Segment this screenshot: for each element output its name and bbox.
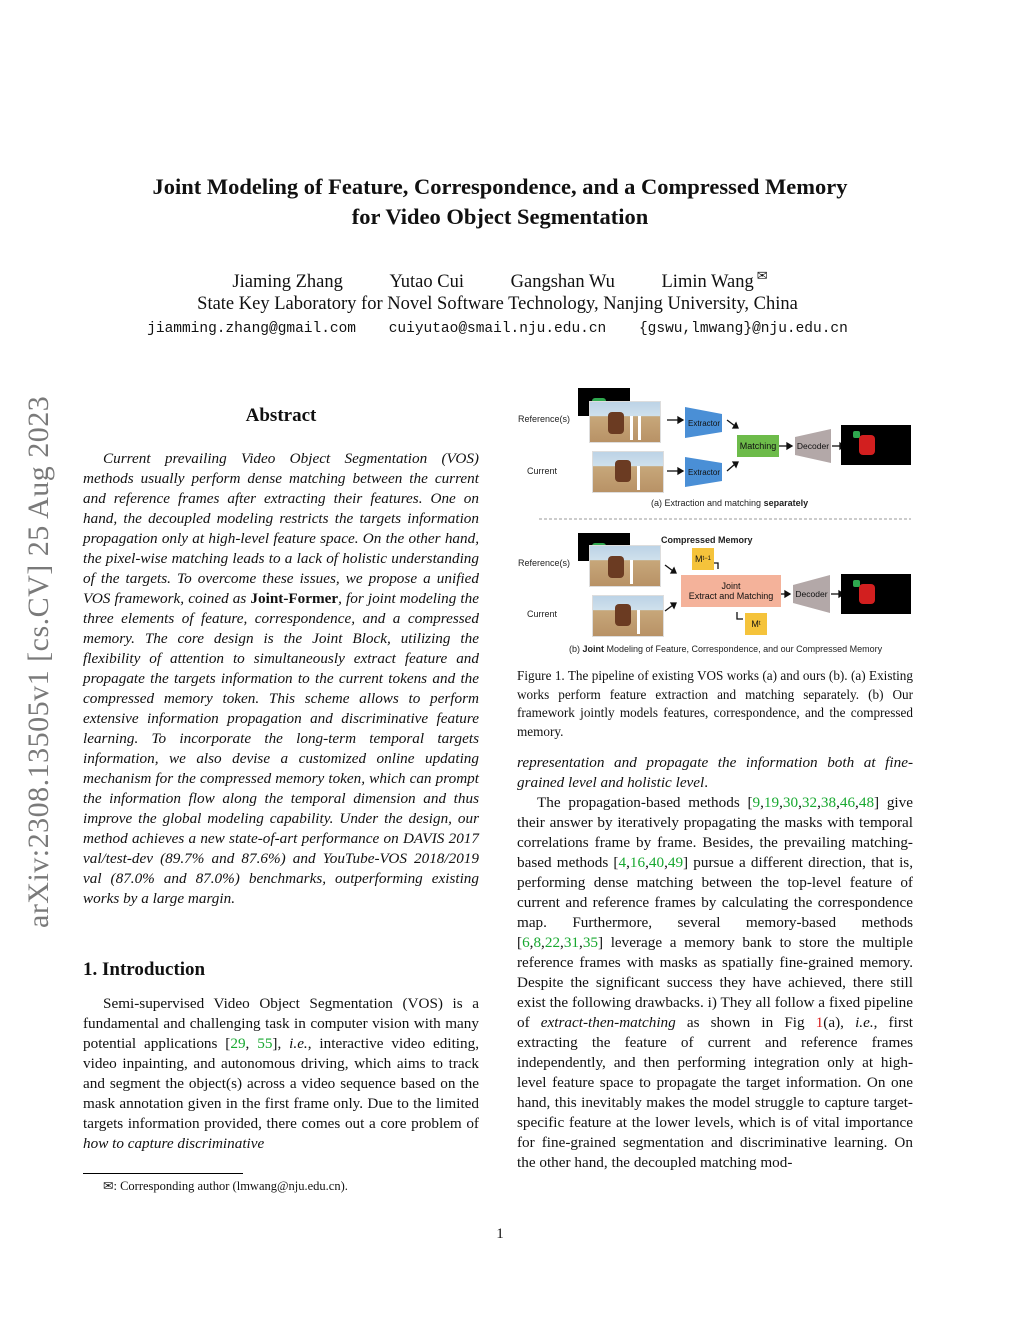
citation-link[interactable]: 22 [544,934,561,951]
citation-link[interactable]: 38 [820,794,837,811]
title-line-2: for Video Object Segmentation [351,204,649,229]
joint-block-box: Joint Extract and Matching [681,575,781,607]
current-label-a: Current [527,466,558,476]
figure-1 [515,385,915,660]
paper-title [0,172,1000,232]
arxiv-identifier: arXiv:2308.13505v1 [cs.CV] 25 Aug 2023 [22,395,55,928]
email-2[interactable]: cuiyutao@smail.nju.edu.cn [388,321,607,337]
author-1: Jiaming Zhang [232,272,343,293]
extractor-box-ref: Extractor [687,418,720,428]
citation-link[interactable]: 19 [763,794,780,811]
citation-link[interactable]: 29 [230,1035,246,1052]
output-mask-a [841,425,911,465]
figure-reference-link[interactable]: 1 [815,1014,824,1031]
author-list [0,268,1000,293]
extractor-box-cur: Extractor [687,467,720,477]
citation-link[interactable]: 8 [533,934,542,951]
introduction-heading: 1. Introduction [83,959,206,980]
abstract-section [83,406,479,909]
current-label-b: Current [527,609,558,619]
citation-link[interactable]: 49 [667,854,684,871]
author-4: Limin Wang ✉ [661,268,768,293]
abstract-heading: Abstract [245,405,317,426]
matching-box: Matching [737,435,779,457]
author-2: Yutao Cui [389,272,464,293]
author-3: Gangshan Wu [510,272,615,293]
citation-link[interactable]: 46 [839,794,856,811]
citation-link[interactable]: 31 [563,934,580,951]
caption-b: (b) Joint Modeling of Feature, Correspondence, and our Compressed Memory [569,644,883,654]
decoder-box-a: Decoder [796,441,830,451]
citation-link[interactable]: 30 [782,794,799,811]
email-3[interactable]: {gswu,lmwang}@nju.edu.cn [638,321,848,337]
reference-label-b: Reference(s) [518,558,571,568]
current-frame-thumb-b [592,595,664,637]
method-name: Joint-Former [250,590,339,607]
reference-frame-thumb-b [589,545,661,587]
citation-link[interactable]: 48 [858,794,875,811]
title-line-1: Joint Modeling of Feature, Correspondence, and a Compressed Memory [152,174,848,199]
citation-link[interactable]: 16 [629,854,646,871]
citation-link[interactable]: 40 [648,854,665,871]
introduction-section [83,960,479,1154]
figure-1-caption: Figure 1. The pipeline of existing VOS works (a) and ours (b). (a) Existing works perform feature extraction and matching separately. (b) Our framework jointly models features, correspondence, and the compressed memory. [517,668,913,739]
envelope-icon: ✉ [756,268,768,283]
related-methods-paragraph: The propagation-based methods [9,19,30,32,38,46,48] give their answer by iteratively propagating the masks with temporal correlations frame by frame. Besides, the prevailing matching-based methods [4,16,40,49] pursue a different direction, that is, performing dense matching between the top-level feature of current and reference frames by calculating the correspondence map. Furthermore, several memory-based methods [6,8,22,31,35] leverage a memory bank to store the multiple reference frames with masks as spatially fine-grained memory. Despite the significant success they have achieved, there still exist the following drawbacks. i) They all follow a fixed pipeline of extract-then-matching as shown in Fig 1(a), i.e., first extracting the feature of current and reference frames independently, and then performing integration only at high-level feature space to propagate the target information. On one hand, this inevitably makes the model struggle to capture target-specific feature at the lower levels, which is of vital importance for fine-grained segmentation and discriminative learning. On the other hand, the decoupled matching mod- [517,794,914,1171]
compressed-memory-label: Compressed Memory [661,535,753,545]
footnote-rule [83,1173,243,1174]
caption-a: (a) Extraction and matching separately [651,498,809,508]
paragraph-continuation: representation and propagate the information both at fine-grained level and holistic level. [517,754,913,791]
memory-token-cur: M t [745,613,767,635]
citation-link[interactable]: 35 [582,934,598,951]
citation-link[interactable]: 4 [618,854,627,871]
reference-label-a: Reference(s) [518,414,571,424]
email-1[interactable]: jiamming.zhang@gmail.com [147,321,357,337]
decoder-box-b: Decoder [795,589,828,599]
page-number: 1 [496,1226,504,1242]
citation-link[interactable]: 32 [801,794,818,811]
footnote: ✉: Corresponding author (lmwang@nju.edu.cn). [103,1179,348,1193]
affiliation: State Key Laboratory for Novel Software Technology, Nanjing University, China [197,294,798,314]
author-emails [0,321,995,337]
citation-link[interactable]: 6 [522,934,530,951]
citation-link[interactable]: 9 [752,794,761,811]
abstract-text: Current prevailing Video Object Segmentation (VOS) methods usually perform dense matching between the current and reference frames after extracting their features. One on hand, the decoupled modeling restricts the targets information propagation only at high-level feature space. On the other hand, the pixel-wise matching leads to a lack of holistic understanding of the targets. To overcome these issues, we propose a unified VOS framework, coined as Joint-Former, for joint modeling the three elements of feature, correspondence, and a compressed memory. The core design is the Joint Block, utilizing the flexibility of attention to simultaneously extract feature and propagate the targets information to the current tokens and the compressed memory token. This scheme allows to perform extensive information propagation and discriminative feature learning. To incorporate the long-term temporal targets information, we also devise a customized online updating mechanism for the compressed memory token, which can prompt the information flow along the temporal dimension and thus improve the global modeling capability. Under the design, our method achieves a new state-of-art performance on DAVIS 2017 val/test-dev (89.7% and 87.6%) and YouTube-VOS 2018/2019 val (87.0% and 87.0%) benchmarks, outperforming existing works by a large margin. [83,450,479,907]
intro-continued [517,753,913,1173]
intro-paragraph: Semi-supervised Video Object Segmentation (VOS) is a fundamental and challenging task in computer vision with many potential applications [29, 55], i.e., interactive video editing, video inpainting, and autonomous driving, which aims to track and segment the object(s) across a video sequence based on the mask annotation given in the first frame only. Due to the limited targets information provided, there comes out a core problem of how to capture discriminative [83,995,479,1152]
memory-token-prev: M t−1 [692,548,714,570]
output-mask-b [841,574,911,614]
citation-link[interactable]: 55 [257,1035,273,1052]
